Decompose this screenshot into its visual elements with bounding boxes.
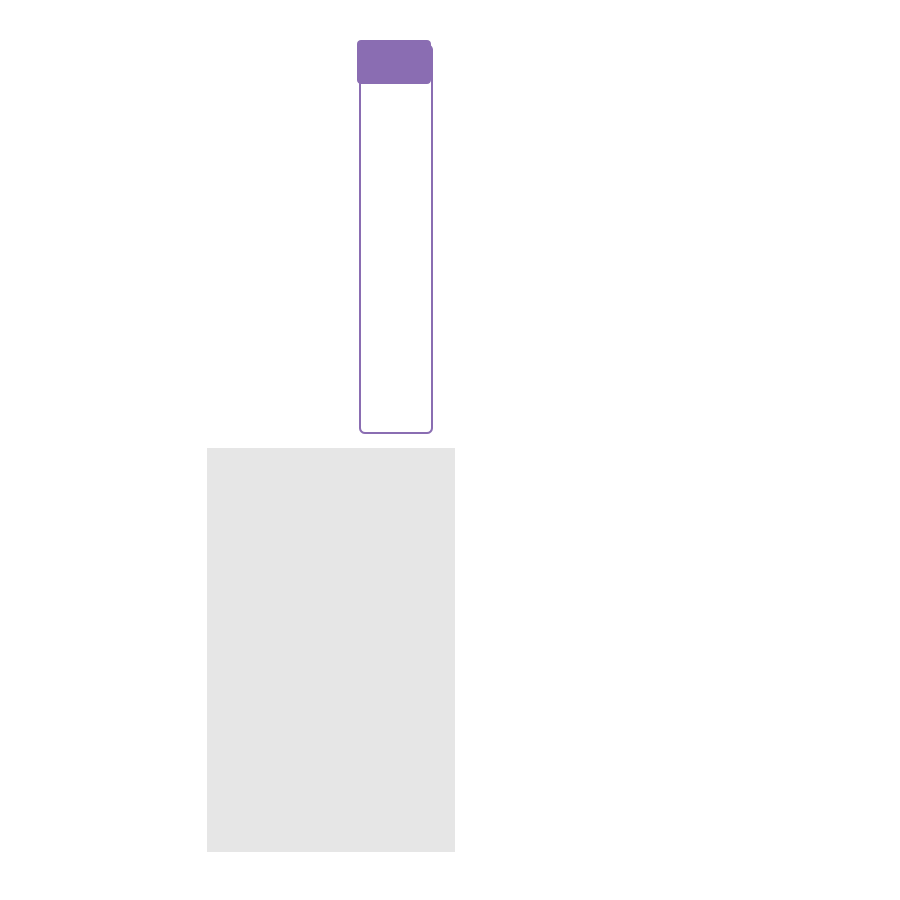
- chapter-subtitle: [403, 92, 423, 332]
- chapter-banner: [355, 40, 433, 430]
- notice-box: [207, 448, 455, 852]
- chapter-title: [361, 92, 401, 432]
- chapter-label: [357, 40, 431, 84]
